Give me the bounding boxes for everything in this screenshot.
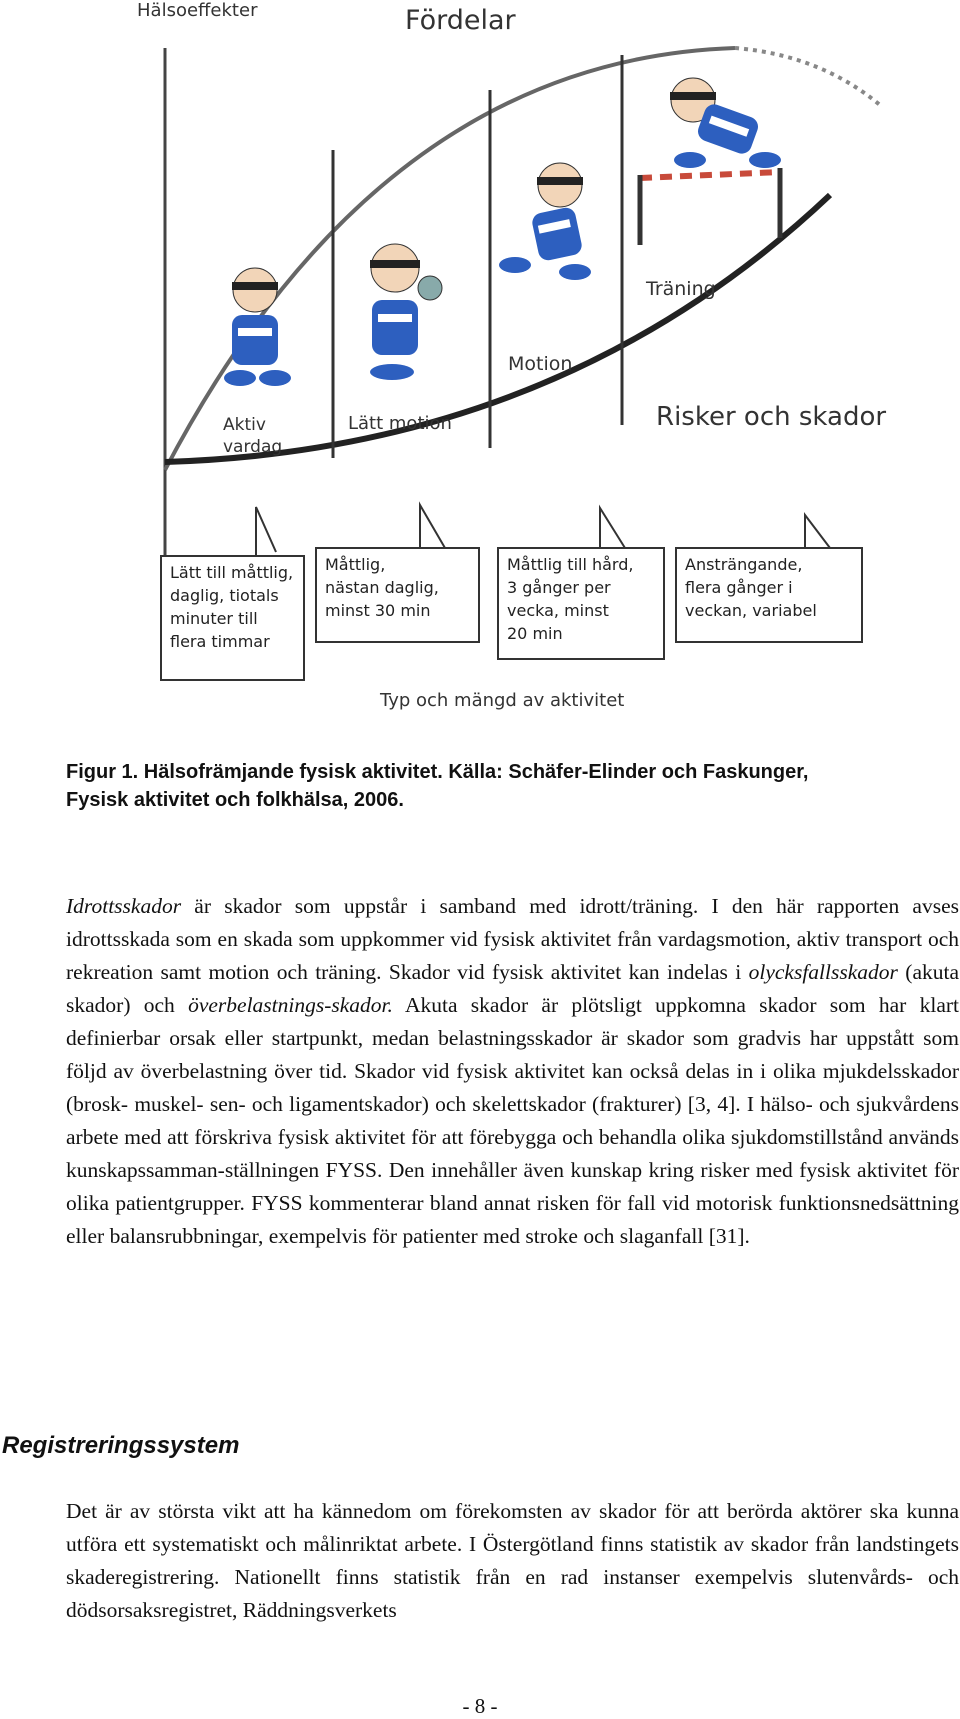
activity-box-1: Lätt till måttlig, daglig, tiotals minuter till flera timmar [160, 555, 305, 681]
paragraph-idrottsskador: Idrottsskador är skador som uppstår i samband med idrott/träning. I den här rapporten avses idrottsskada som en skada som uppkommer vid fysisk aktivitet från vardagsmotion, aktiv transport och rekreation samt motion och träning. Skador vid fysisk aktivitet kan indelas i olycksfallsskador (akuta skador) och överbelastnings-skador. Akuta skador är plötsligt uppkomna skador som har klart definierbar orsak eller startpunkt, medan belastningsskador är skador som gradvis har uppstått som följd av överbelastning över tid. Skador vid fysisk aktivitet kan också delas in i olika mjukdelsskador (brosk- muskel- sen- och ligamentskador) och skelettskador (frakturer) [3, 4]. I hälso- och sjukvårdens arbete med att förskriva fysisk aktivitet för att förebygga och behandla olika sjukdomstillstånd används kunskapssamman-ställningen FYSS. Den innehåller även kunskap kring risker med fysisk aktivitet för olika patientgrupper. FYSS kommenterar bland annat risken för fall vid motorisk funktionsnedsättning eller balansrubbningar, exempelvis för patienter med stroke och slaganfall [31]. [66, 894, 960, 1248]
benefits-label: Fördelar [405, 5, 516, 36]
box-tail [420, 505, 445, 548]
benefits-curve-dotted [735, 48, 880, 105]
stage-label-aktiv-vardag: Aktiv vardag [223, 415, 283, 457]
page-number: - 8 - [462, 1694, 498, 1718]
health-effects-figure [0, 0, 960, 730]
stage-label-motion: Motion [508, 353, 573, 375]
box-tail [805, 515, 830, 548]
figure-motion-illustration [499, 163, 591, 280]
figure-traning-illustration [640, 78, 781, 245]
activity-box-4: Ansträngande, flera gånger i veckan, variabel [675, 547, 863, 643]
y-axis-label: Hälsoeffekter [137, 0, 258, 21]
activity-box-3: Måttlig till hård, 3 gånger per vecka, minst 20 min [497, 547, 665, 660]
box-tail [600, 508, 625, 548]
section-heading: Registreringssystem [2, 1432, 240, 1459]
stage-label-latt-motion: Lätt motion [348, 413, 452, 434]
figure-aktiv-vardag-illustration [224, 268, 291, 386]
figure-latt-motion-illustration [370, 244, 442, 380]
benefits-curve [165, 48, 735, 470]
stage-label-traning: Träning [646, 278, 716, 300]
activity-box-2: Måttlig, nästan daglig, minst 30 min [315, 547, 480, 643]
figure-caption: Figur 1. Hälsofrämjande fysisk aktivitet. Källa: Schäfer-Elinder och Faskunger, Fysisk aktivitet och folkhälsa, 2006. [66, 761, 809, 811]
paragraph-registreringssystem: Det är av största vikt att ha kännedom om förekomsten av skador för att berörda aktörer ska kunna utföra ett systematiskt och målinriktat arbete. I Östergötland finns statistik av skador från landstingets skaderegistrering. Nationellt finns statistik från en rad instanser exempelvis slutenvårds- och dödsorsaksregistret, Räddningsverkets [66, 1499, 959, 1622]
x-axis-label: Typ och mängd av aktivitet [380, 690, 625, 711]
box-tail [256, 507, 276, 558]
risks-label: Risker och skador [656, 402, 887, 432]
